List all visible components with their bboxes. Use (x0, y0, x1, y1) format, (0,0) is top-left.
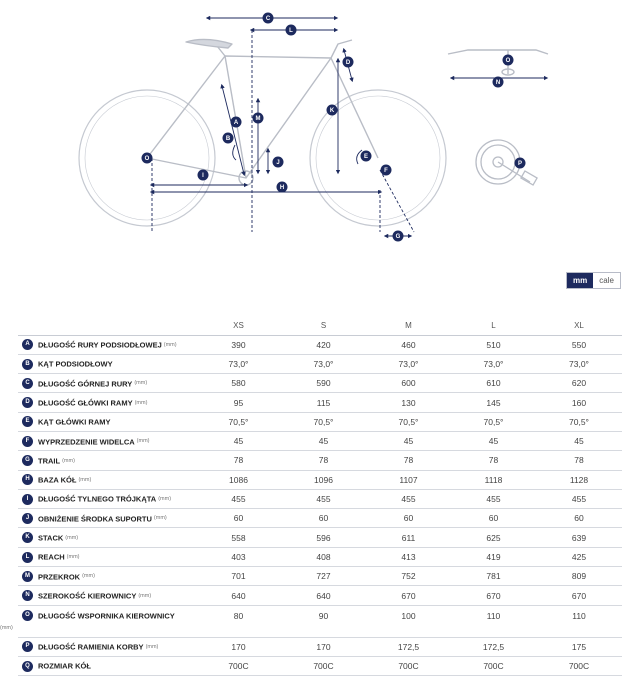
size-value-cell: 160 (536, 393, 622, 412)
parameter-label (18, 528, 196, 547)
size-value-cell: 425 (536, 547, 622, 566)
size-value-cell: 70,5° (536, 412, 622, 431)
parameter-unit: (mm) (78, 476, 92, 483)
parameter-letter-badge: H (22, 474, 33, 485)
inch-toggle-button[interactable]: cale (593, 273, 620, 288)
parameter-letter-badge: M (22, 571, 33, 582)
size-value-cell: 420 (281, 335, 366, 354)
badge-o-letter: O (144, 156, 150, 163)
size-value-cell: 78 (281, 451, 366, 470)
badge-p (515, 158, 526, 169)
parameter-label (18, 393, 196, 412)
parameter-label (18, 547, 196, 566)
parameter-label (18, 374, 196, 393)
size-value-cell: 78 (366, 451, 451, 470)
parameter-label (18, 637, 196, 656)
parameter-letter-badge: J (22, 513, 33, 524)
size-value-cell: 145 (451, 393, 536, 412)
parameter-unit: (mm) (82, 573, 95, 580)
size-value-cell: 60 (366, 509, 451, 528)
size-value-cell: 580 (196, 374, 281, 393)
size-value-cell: 78 (451, 451, 536, 470)
size-value-cell: 172,5 (366, 637, 451, 656)
size-value-cell: 600 (366, 374, 451, 393)
badge-a (231, 117, 242, 128)
size-value-cell: 170 (281, 637, 366, 656)
table-row (18, 656, 622, 675)
parameter-letter-badge: C (22, 378, 33, 389)
parameter-unit: (mm) (145, 643, 159, 650)
parameter-label (18, 451, 196, 470)
parameter-letter-badge: F (22, 436, 33, 447)
size-value-cell: 45 (366, 431, 451, 450)
parameter-name: KĄT PODSIODŁOWY (38, 359, 113, 369)
table-header-row (18, 316, 622, 335)
badge-g-letter: G (395, 234, 401, 241)
size-value-cell: 45 (196, 431, 281, 450)
parameter-name: SZEROKOŚĆ KIEROWNICY (38, 591, 137, 601)
parameter-name: PRZEKROK (38, 571, 81, 581)
parameter-letter-badge: A (22, 339, 33, 350)
size-value-cell: 78 (536, 451, 622, 470)
size-value-cell: 115 (281, 393, 366, 412)
badge-f (381, 165, 392, 176)
badge-h-letter: H (279, 185, 285, 192)
parameter-unit: (mm) (62, 457, 75, 464)
size-value-cell: 700C (451, 656, 536, 675)
size-value-cell: 60 (196, 509, 281, 528)
parameter-name: DŁUGOŚĆ GÓRNEJ RURY (38, 378, 133, 388)
parameter-letter-badge: L (22, 552, 33, 563)
parameter-unit: (mm) (0, 624, 13, 631)
parameter-name: REACH (38, 552, 65, 562)
size-value-cell: 78 (196, 451, 281, 470)
size-value-cell: 610 (451, 374, 536, 393)
handlebar-detail (448, 50, 548, 75)
size-value-cell: 130 (366, 393, 451, 412)
badge-b (223, 133, 234, 144)
parameter-letter-badge: N (22, 590, 33, 601)
parameter-label (18, 567, 196, 586)
parameter-name: DŁUGOŚĆ TYLNEGO TRÓJKĄTA (38, 494, 157, 504)
size-value-cell: 639 (536, 528, 622, 547)
size-value-cell: 45 (281, 431, 366, 450)
table-row (18, 431, 622, 450)
size-value-cell: 670 (451, 586, 536, 605)
table-row (18, 451, 622, 470)
size-value-cell: 510 (451, 335, 536, 354)
parameter-name: KĄT GŁÓWKI RAMY (38, 417, 111, 427)
size-value-cell: 700C (196, 656, 281, 675)
badge-i-letter: I (202, 173, 204, 180)
badge-k (327, 105, 338, 116)
size-value-cell: 60 (281, 509, 366, 528)
parameter-unit: (mm) (134, 380, 148, 387)
parameter-name: TRAIL (38, 456, 61, 466)
size-value-cell: 670 (366, 586, 451, 605)
size-value-cell: 73,0° (281, 354, 366, 373)
size-value-cell: 809 (536, 567, 622, 586)
size-value-cell: 700C (536, 656, 622, 675)
size-header: XL (536, 316, 622, 335)
size-value-cell: 640 (196, 586, 281, 605)
table-row (18, 374, 622, 393)
parameter-unit: (mm) (153, 515, 167, 522)
parameter-label (18, 354, 196, 373)
table-row (18, 586, 622, 605)
size-value-cell: 175 (536, 637, 622, 656)
parameter-name: OBNIŻENIE ŚRODKA SUPORTU (38, 513, 152, 523)
size-header: L (451, 316, 536, 335)
size-header: XS (196, 316, 281, 335)
badge-o-stem-letter: O (505, 58, 511, 65)
size-value-cell: 110 (536, 605, 622, 637)
size-value-cell: 73,0° (536, 354, 622, 373)
parameter-label (18, 656, 196, 675)
table-row (18, 412, 622, 431)
parameter-letter-badge: K (22, 532, 33, 543)
size-value-cell: 45 (451, 431, 536, 450)
size-value-cell: 90 (281, 605, 366, 637)
parameter-letter-badge: B (22, 359, 33, 370)
size-value-cell: 1118 (451, 470, 536, 489)
parameter-name: ROZMIAR KÓŁ (38, 661, 91, 671)
parameter-letter-badge: P (22, 641, 33, 652)
badge-a-letter: A (233, 120, 239, 127)
size-value-cell: 70,5° (451, 412, 536, 431)
size-value-cell: 70,5° (196, 412, 281, 431)
size-value-cell: 596 (281, 528, 366, 547)
crankset-detail (476, 140, 537, 185)
parameter-name: WYPRZEDZENIE WIDELCA (38, 436, 135, 446)
size-value-cell: 60 (451, 509, 536, 528)
table-row (18, 528, 622, 547)
size-value-cell: 752 (366, 567, 451, 586)
size-header: M (366, 316, 451, 335)
size-value-cell: 460 (366, 335, 451, 354)
size-value-cell: 95 (196, 393, 281, 412)
badge-k-letter: K (329, 108, 335, 115)
size-value-cell: 558 (196, 528, 281, 547)
parameter-label (18, 412, 196, 431)
badge-d (343, 57, 354, 68)
table-row (18, 393, 622, 412)
badge-f-letter: F (384, 168, 388, 175)
badge-o-stem (503, 55, 514, 66)
badge-n (493, 77, 504, 88)
size-value-cell: 70,5° (281, 412, 366, 431)
badge-h (277, 182, 288, 193)
size-value-cell: 781 (451, 567, 536, 586)
parameter-letter-badge: I (22, 494, 33, 505)
badge-j-letter: J (276, 160, 280, 167)
size-value-cell: 100 (366, 605, 451, 637)
parameter-label (18, 509, 196, 528)
parameter-letter-badge: O (22, 610, 33, 621)
parameter-name: DŁUGOŚĆ GŁÓWKI RAMY (38, 398, 133, 408)
badge-p-letter: P (517, 161, 523, 168)
badge-l-letter: L (289, 28, 293, 35)
parameter-unit: (mm) (134, 399, 148, 406)
size-value-cell: 727 (281, 567, 366, 586)
size-value-cell: 45 (536, 431, 622, 450)
dimension-lines (152, 18, 414, 236)
size-value-cell: 1086 (196, 470, 281, 489)
badge-i (198, 170, 209, 181)
badge-m-letter: M (255, 116, 261, 123)
size-value-cell: 70,5° (366, 412, 451, 431)
parameter-unit: (mm) (136, 438, 150, 445)
size-value-cell: 80 (196, 605, 281, 637)
size-value-cell: 1107 (366, 470, 451, 489)
dimension-letter-badges (142, 13, 526, 242)
size-value-cell: 419 (451, 547, 536, 566)
size-value-cell: 60 (536, 509, 622, 528)
parameter-label (18, 489, 196, 508)
parameter-name: STACK (38, 533, 64, 543)
size-value-cell: 170 (196, 637, 281, 656)
size-value-cell: 700C (281, 656, 366, 675)
size-value-cell: 73,0° (451, 354, 536, 373)
size-value-cell: 455 (281, 489, 366, 508)
table-body (0, 335, 622, 676)
table-row (18, 637, 622, 656)
parameter-label (18, 470, 196, 489)
size-value-cell: 611 (366, 528, 451, 547)
size-value-cell: 640 (281, 586, 366, 605)
parameter-letter-badge: E (22, 416, 33, 427)
parameter-name: DŁUGOŚĆ RAMIENIA KORBY (38, 642, 144, 652)
table-row (18, 509, 622, 528)
badge-c (263, 13, 274, 24)
size-value-cell: 110 (451, 605, 536, 637)
geometry-table (0, 316, 622, 676)
size-value-cell: 1096 (281, 470, 366, 489)
size-value-cell: 700C (366, 656, 451, 675)
badge-n-letter: N (495, 80, 501, 87)
parameter-name: DŁUGOŚĆ WSPORNIKA KIEROWNICY (38, 610, 175, 620)
size-value-cell: 670 (536, 586, 622, 605)
header-empty (18, 316, 196, 335)
badge-o-wheel (142, 153, 153, 164)
parameter-letter-badge: D (22, 397, 33, 408)
size-value-cell: 172,5 (451, 637, 536, 656)
table-row (18, 335, 622, 354)
badge-g (393, 231, 404, 242)
size-value-cell: 455 (451, 489, 536, 508)
badge-d-letter: D (345, 60, 351, 67)
size-value-cell: 403 (196, 547, 281, 566)
parameter-label (18, 431, 196, 450)
size-value-cell: 1128 (536, 470, 622, 489)
size-value-cell: 73,0° (196, 354, 281, 373)
parameter-name: BAZA KÓŁ (38, 475, 77, 485)
size-value-cell: 390 (196, 335, 281, 354)
table-row (18, 567, 622, 586)
badge-e (361, 151, 372, 162)
parameter-unit: (mm) (138, 592, 152, 599)
size-value-cell: 455 (536, 489, 622, 508)
units-toggle (566, 272, 621, 289)
size-value-cell: 590 (281, 374, 366, 393)
parameter-name: DŁUGOŚĆ RURY PODSIODŁOWEJ (38, 340, 162, 350)
table-row (18, 489, 622, 508)
parameter-label (18, 586, 196, 605)
table-row (18, 605, 622, 637)
mm-toggle-button[interactable]: mm (567, 273, 593, 288)
size-value-cell: 620 (536, 374, 622, 393)
parameter-label (0, 605, 196, 637)
parameter-letter-badge: G (22, 455, 33, 466)
parameter-unit: (mm) (158, 496, 172, 503)
parameter-label (18, 335, 196, 354)
badge-l (286, 25, 297, 36)
badge-m (253, 113, 264, 124)
size-header: S (281, 316, 366, 335)
badge-j (273, 157, 284, 168)
size-value-cell: 550 (536, 335, 622, 354)
size-value-cell: 413 (366, 547, 451, 566)
size-value-cell: 625 (451, 528, 536, 547)
badge-e-letter: E (363, 154, 369, 161)
table-row (18, 354, 622, 373)
parameter-unit: (mm) (163, 341, 177, 348)
size-value-cell: 701 (196, 567, 281, 586)
size-value-cell: 73,0° (366, 354, 451, 373)
bike-geometry-diagram (0, 0, 640, 268)
table-row (18, 547, 622, 566)
size-value-cell: 408 (281, 547, 366, 566)
parameter-letter-badge: Q (22, 661, 33, 672)
badge-c-letter: C (265, 16, 271, 23)
size-value-cell: 455 (196, 489, 281, 508)
table-row (18, 470, 622, 489)
parameter-unit: (mm) (65, 534, 79, 541)
parameter-unit: (mm) (66, 554, 80, 561)
badge-b-letter: B (225, 136, 231, 143)
size-value-cell: 455 (366, 489, 451, 508)
